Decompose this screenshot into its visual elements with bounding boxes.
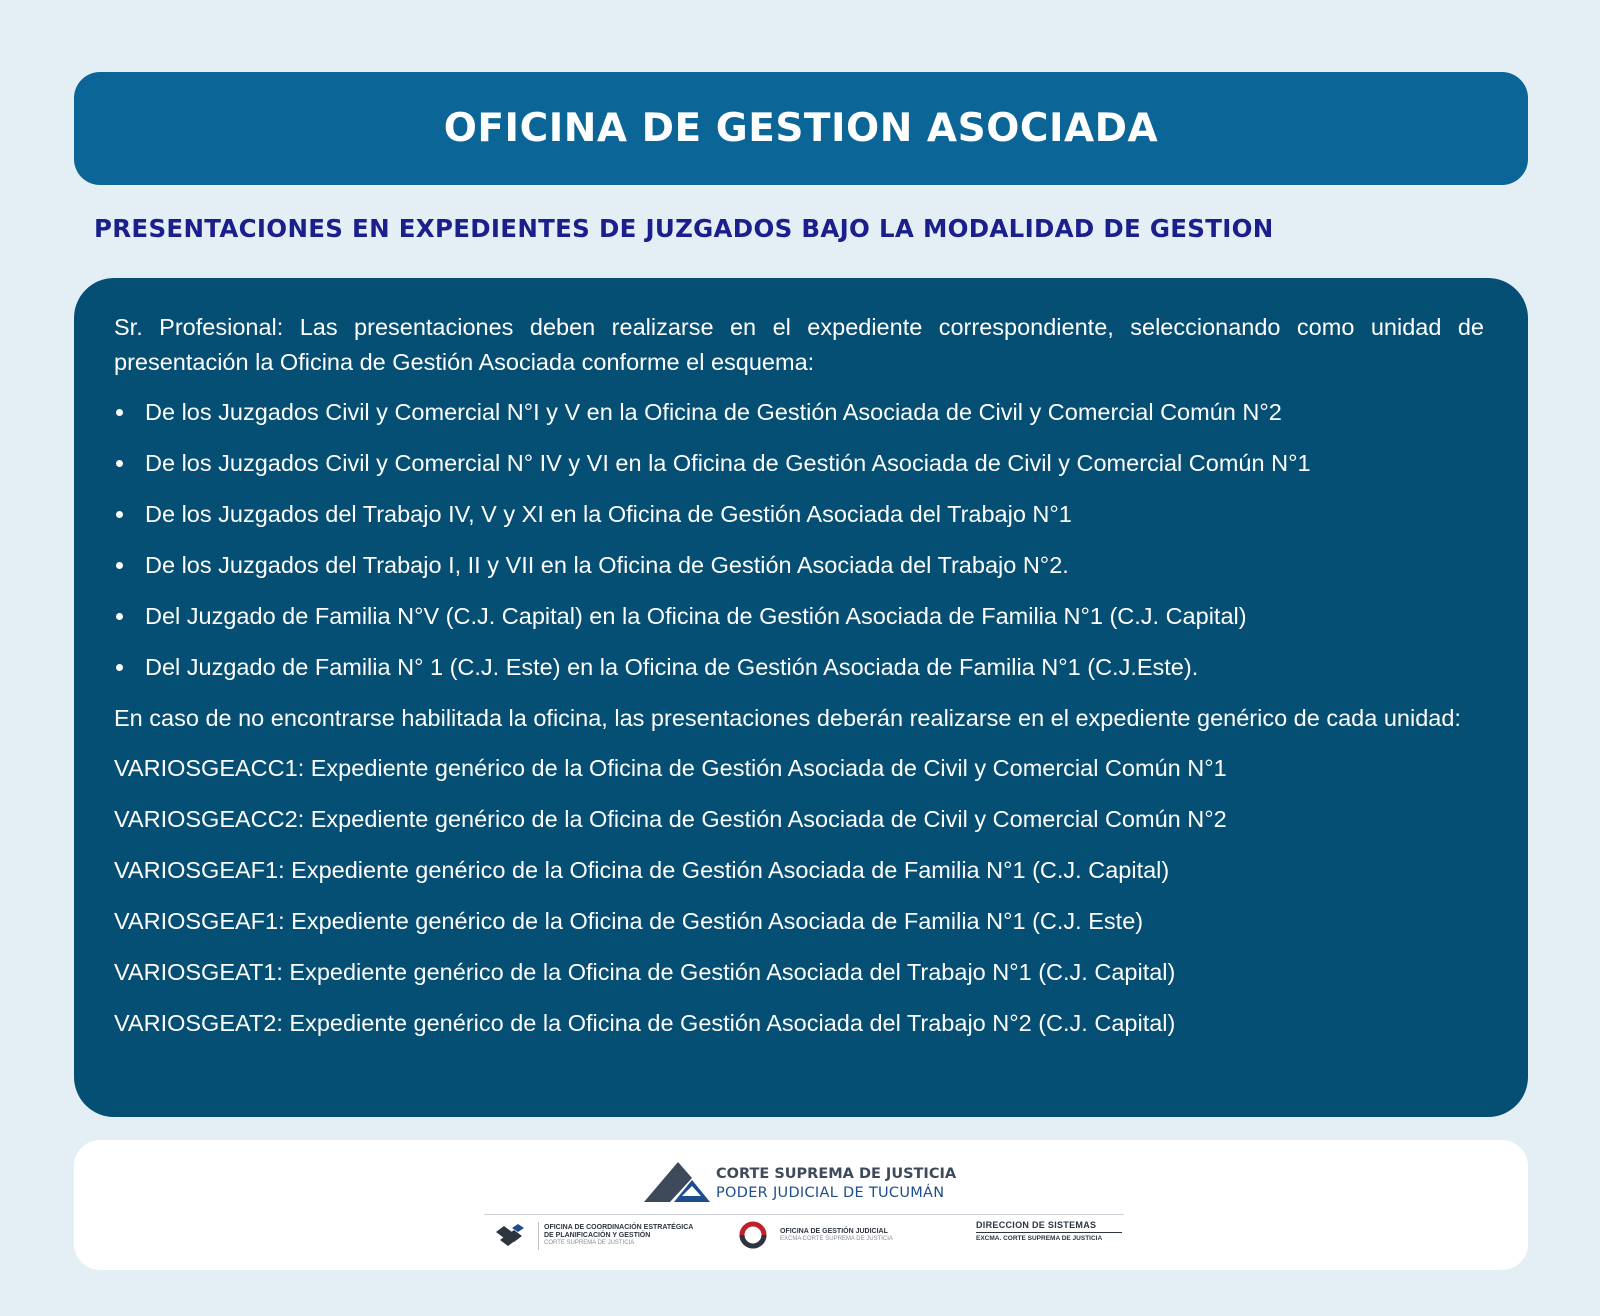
content-box xyxy=(74,278,1528,1117)
list-item xyxy=(114,599,1484,650)
generic-file-item: VARIOSGEAF1: Expediente genérico de la Oficina de Gestión Asociada de Familia N°1 (C.J. Este) xyxy=(114,908,1144,934)
org3-line2: EXCMA. CORTE SUPREMA DE JUSTICIA xyxy=(976,1235,1103,1242)
bullet-icon xyxy=(116,664,123,671)
org-text xyxy=(544,1224,693,1247)
csj-logo-subtitle: PODER JUDICIAL DE TUCUMÁN xyxy=(716,1185,945,1201)
list-item-text: Del Juzgado de Familia N°V (C.J. Capital) en la Oficina de Gestión Asociada de Familia N°1 (C.J. Capital) xyxy=(145,603,1247,629)
bullet-icon xyxy=(116,511,123,518)
generic-file-item: VARIOSGEACC2: Expediente genérico de la Oficina de Gestión Asociada de Civil y Comercial Común N°2 xyxy=(114,806,1227,832)
page-title: OFICINA DE GESTION ASOCIADA xyxy=(443,106,1159,151)
list-item-text: De los Juzgados del Trabajo I, II y VII en la Oficina de Gestión Asociada del Trabajo N°2. xyxy=(145,552,1069,578)
puzzle-cubes-logo-icon xyxy=(492,1222,528,1248)
bullet-icon xyxy=(116,409,123,416)
list-item-text: De los Juzgados Civil y Comercial N°I y V en la Oficina de Gestión Asociada de Civil y Comercial Común N°2 xyxy=(145,399,1282,425)
generic-file-list xyxy=(114,751,1484,1057)
csj-triangle-logo-icon xyxy=(644,1160,710,1204)
page-subtitle: PRESENTACIONES EN EXPEDIENTES DE JUZGADOS BAJO LA MODALIDAD DE GESTION xyxy=(94,214,1274,243)
org1-line3: CORTE SUPREMA DE JUSTICIA xyxy=(544,1240,635,1246)
org3-underline xyxy=(976,1232,1122,1233)
list-item-text: Del Juzgado de Familia N° 1 (C.J. Este) en la Oficina de Gestión Asociada de Familia N°1 (C.J.Este). xyxy=(145,654,1199,680)
org3-line1: DIRECCION DE SISTEMAS xyxy=(976,1220,1097,1230)
bullet-icon xyxy=(116,460,123,467)
list-item-text: De los Juzgados del Trabajo IV, V y XI en la Oficina de Gestión Asociada del Trabajo N°1 xyxy=(145,501,1072,527)
org-logo-sistemas xyxy=(976,1220,1122,1242)
generic-file-item: VARIOSGEAT1: Expediente genérico de la Oficina de Gestión Asociada del Trabajo N°1 (C.J. Capital) xyxy=(114,959,1176,985)
list-item xyxy=(114,395,1484,446)
generic-file-item: VARIOSGEACC1: Expediente genérico de la Oficina de Gestión Asociada de Civil y Comercial Común N°1 xyxy=(114,755,1227,781)
bullet-icon xyxy=(116,613,123,620)
generic-file-item: VARIOSGEAT2: Expediente genérico de la Oficina de Gestión Asociada del Trabajo N°2 (C.J. Capital) xyxy=(114,1010,1176,1036)
ring-logo-icon xyxy=(736,1220,772,1250)
list-item xyxy=(114,650,1484,701)
list-item xyxy=(114,497,1484,548)
org-divider xyxy=(538,1222,539,1250)
note-paragraph: En caso de no encontrarse habilitada la oficina, las presentaciones deberán realizarse en el expediente genérico de cada unidad: xyxy=(114,705,1461,731)
org1-line1: OFICINA DE COORDINACIÓN ESTRATÉGICA xyxy=(544,1224,694,1231)
footer-logos xyxy=(74,1140,1528,1270)
footer-divider xyxy=(484,1214,1124,1215)
title-banner xyxy=(74,72,1528,185)
org1-line2: DE PLANIFICACIÓN Y GESTIÓN xyxy=(544,1232,651,1239)
list-item-text: De los Juzgados Civil y Comercial N° IV y VI en la Oficina de Gestión Asociada de Civil y Comercial Común N°1 xyxy=(145,450,1311,476)
bullet-icon xyxy=(116,562,123,569)
csj-logo-title: CORTE SUPREMA DE JUSTICIA xyxy=(716,1166,957,1182)
list-item xyxy=(114,548,1484,599)
org2-line1: OFICINA DE GESTIÓN JUDICIAL xyxy=(780,1228,888,1235)
org2-line2: EXCMA CORTE SUPREMA DE JUSTICIA xyxy=(780,1236,893,1242)
bullet-list xyxy=(114,395,1484,701)
intro-paragraph: Sr. Profesional: Las presentaciones deben realizarse en el expediente correspondiente, seleccionando como unidad de presentación la Oficina de Gestión Asociada conforme el esquema: xyxy=(114,314,1484,375)
generic-file-item: VARIOSGEAF1: Expediente genérico de la Oficina de Gestión Asociada de Familia N°1 (C.J. Capital) xyxy=(114,857,1170,883)
list-item xyxy=(114,446,1484,497)
org-text xyxy=(780,1228,893,1243)
